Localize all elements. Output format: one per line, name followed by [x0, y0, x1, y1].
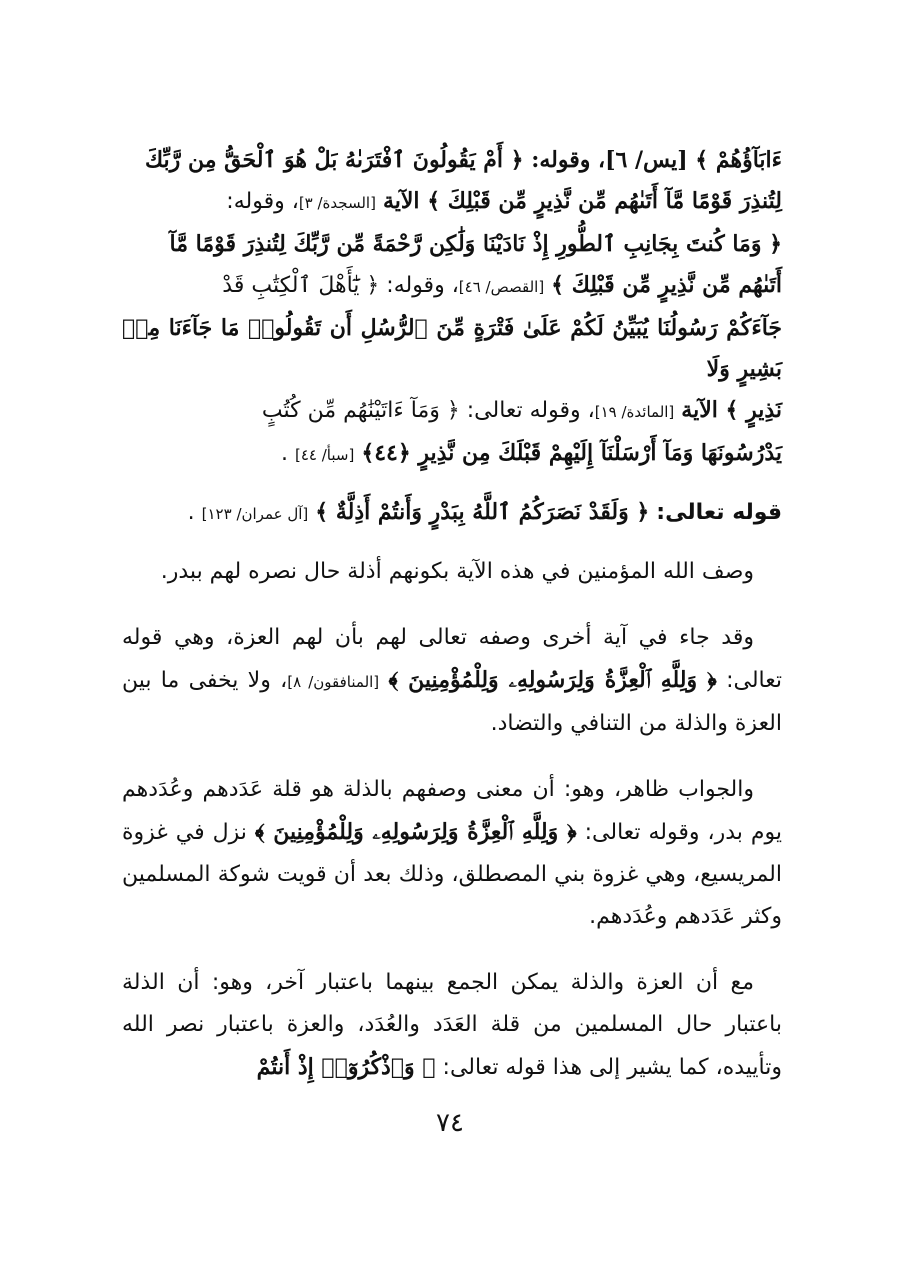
- verse-text: جَآءَكُمْ رَسُولُنَا يُبَيِّنُ لَكُمْ عَلَىٰ فَتْرَةٍ مِّنَ ٱلرُّسُلِ أَن تَقُولُوا۟ مَا جَآءَنَا مِنۢ بَشِيرٍ وَلَا: [122, 315, 782, 382]
- verse-text: ﴿ وَلِلَّهِ ٱلْعِزَّةُ وَلِرَسُولِهِۦ وَلِلْمُؤْمِنِينَ ﴾: [388, 667, 717, 693]
- verse-text: يَدْرُسُونَهَا وَمَآ أَرْسَلْنَآ إِلَيْهِمْ قَبْلَكَ مِن نَّذِيرٍ ﴿٤٤﴾: [361, 440, 782, 466]
- verse-text: لِتُنذِرَ قَوْمًا مَّآ أَتَىٰهُم مِّن نَّذِيرٍ مِّن قَبْلِكَ ﴾ الآية: [382, 188, 782, 214]
- heading-label: قوله تعالى:: [656, 500, 782, 525]
- paragraph-text: والجواب ظاهر، وهو: أن معنى وصفهم بالذلة هو قلة عَدَدهم وعُدَدهم يوم بدر، وقوله تعالى:: [122, 777, 782, 845]
- text-line: [122, 181, 782, 224]
- text-segment: .: [187, 500, 195, 525]
- verse-text: ﴿ وَمَا كُنتَ بِجَانِبِ ٱلطُّورِ إِذْ نَادَيْنَا وَلَٰكِن رَّحْمَةً مِّن رَّبِّكَ لِتُنذِرَ قَوْمًا مَّآ: [169, 231, 782, 257]
- verse-text: نَذِيرٍ ﴾ الآية: [681, 397, 782, 423]
- verse-reference: [سبأ/ ٤٤]: [294, 446, 355, 464]
- verse-reference: [المائدة/ ١٩]: [594, 403, 675, 421]
- text-segment: .: [280, 441, 288, 466]
- text-line: [122, 224, 782, 265]
- spacer: [122, 476, 782, 492]
- verse-reference: [السجدة/ ٣]: [298, 194, 376, 212]
- paragraph: [122, 962, 782, 1089]
- paragraph-text: مع أن العزة والذلة يمكن الجمع بينهما باعتبار آخر، وهو: أن الذلة باعتبار حال المسلمين من قلة العَدَد والعُدَد، والعزة باعتبار نصر الله وتأييده، كما يشير إلى هذا قوله تعالى:: [122, 970, 782, 1080]
- paragraph: [122, 617, 782, 745]
- verse-reference: [المنافقون/ ٨]: [287, 673, 380, 691]
- verse-reference: [القصص/ ٤٦]: [458, 278, 545, 296]
- paragraph: [122, 769, 782, 938]
- text-segment: ، وقوله: ﴿ يَٰٓأَهْلَ ٱلْكِتَٰبِ قَدْ: [222, 273, 459, 298]
- paragraph-text: نزل في غزوة المريسيع، وهي غزوة بني المصطلق، وذلك بعد أن قويت شوكة المسلمين وكثر عَدَدهم وعُدَدهم.: [122, 820, 782, 929]
- verse-text: ءَابَآؤُهُمْ ﴾ [يس/ ٦]، وقوله: ﴿ أَمْ يَقُولُونَ ٱفْتَرَىٰهُ بَلْ هُوَ ٱلْحَقُّ مِن رَّبِّكَ: [145, 147, 782, 173]
- verse-text: ﴿ وَٱذْكُرُوٓا۟ إِذْ أَنتُمْ: [256, 1054, 436, 1080]
- text-segment: ، وقوله:: [226, 189, 299, 214]
- quran-citations-block: [122, 140, 782, 476]
- verse-text: أَتَىٰهُم مِّن نَّذِيرٍ مِّن قَبْلِكَ ﴾: [551, 272, 782, 298]
- text-line: [122, 265, 782, 308]
- text-segment: ، وقوله تعالى: ﴿ وَمَآ ءَاتَيْنَٰهُم مِّن كُتُبٍ: [261, 398, 595, 423]
- verse-reference: [آل عمران/ ١٢٣]: [201, 505, 309, 523]
- paragraph-text: وصف الله المؤمنين في هذه الآية بكونهم أذلة حال نصره لهم ببدر.: [160, 559, 754, 584]
- page-number: ٧٤: [436, 1108, 464, 1138]
- spacer: [122, 535, 782, 551]
- text-line: [122, 433, 782, 476]
- paragraph: [122, 551, 782, 593]
- text-line: [122, 390, 782, 433]
- section-heading: [122, 492, 782, 535]
- spacer: [122, 593, 782, 617]
- heading-verse: ﴿ وَلَقَدْ نَصَرَكُمُ ٱللَّهُ بِبَدْرٍ وَأَنتُمْ أَذِلَّةٌ ﴾: [315, 499, 650, 525]
- text-line: [122, 308, 782, 390]
- spacer: [122, 745, 782, 769]
- page-body: [122, 140, 782, 1089]
- paragraph-text: وقد جاء في آية أخرى وصفه تعالى لهم بأن لهم العزة، وهي قوله تعالى:: [122, 625, 783, 693]
- paragraph-text: ، ولا يخفى ما بين العزة والذلة من التنافي والتضاد.: [122, 668, 782, 736]
- verse-text: ﴿ وَلِلَّهِ ٱلْعِزَّةُ وَلِرَسُولِهِۦ وَلِلْمُؤْمِنِينَ ﴾: [254, 819, 577, 845]
- spacer: [122, 938, 782, 962]
- text-line: [122, 140, 782, 181]
